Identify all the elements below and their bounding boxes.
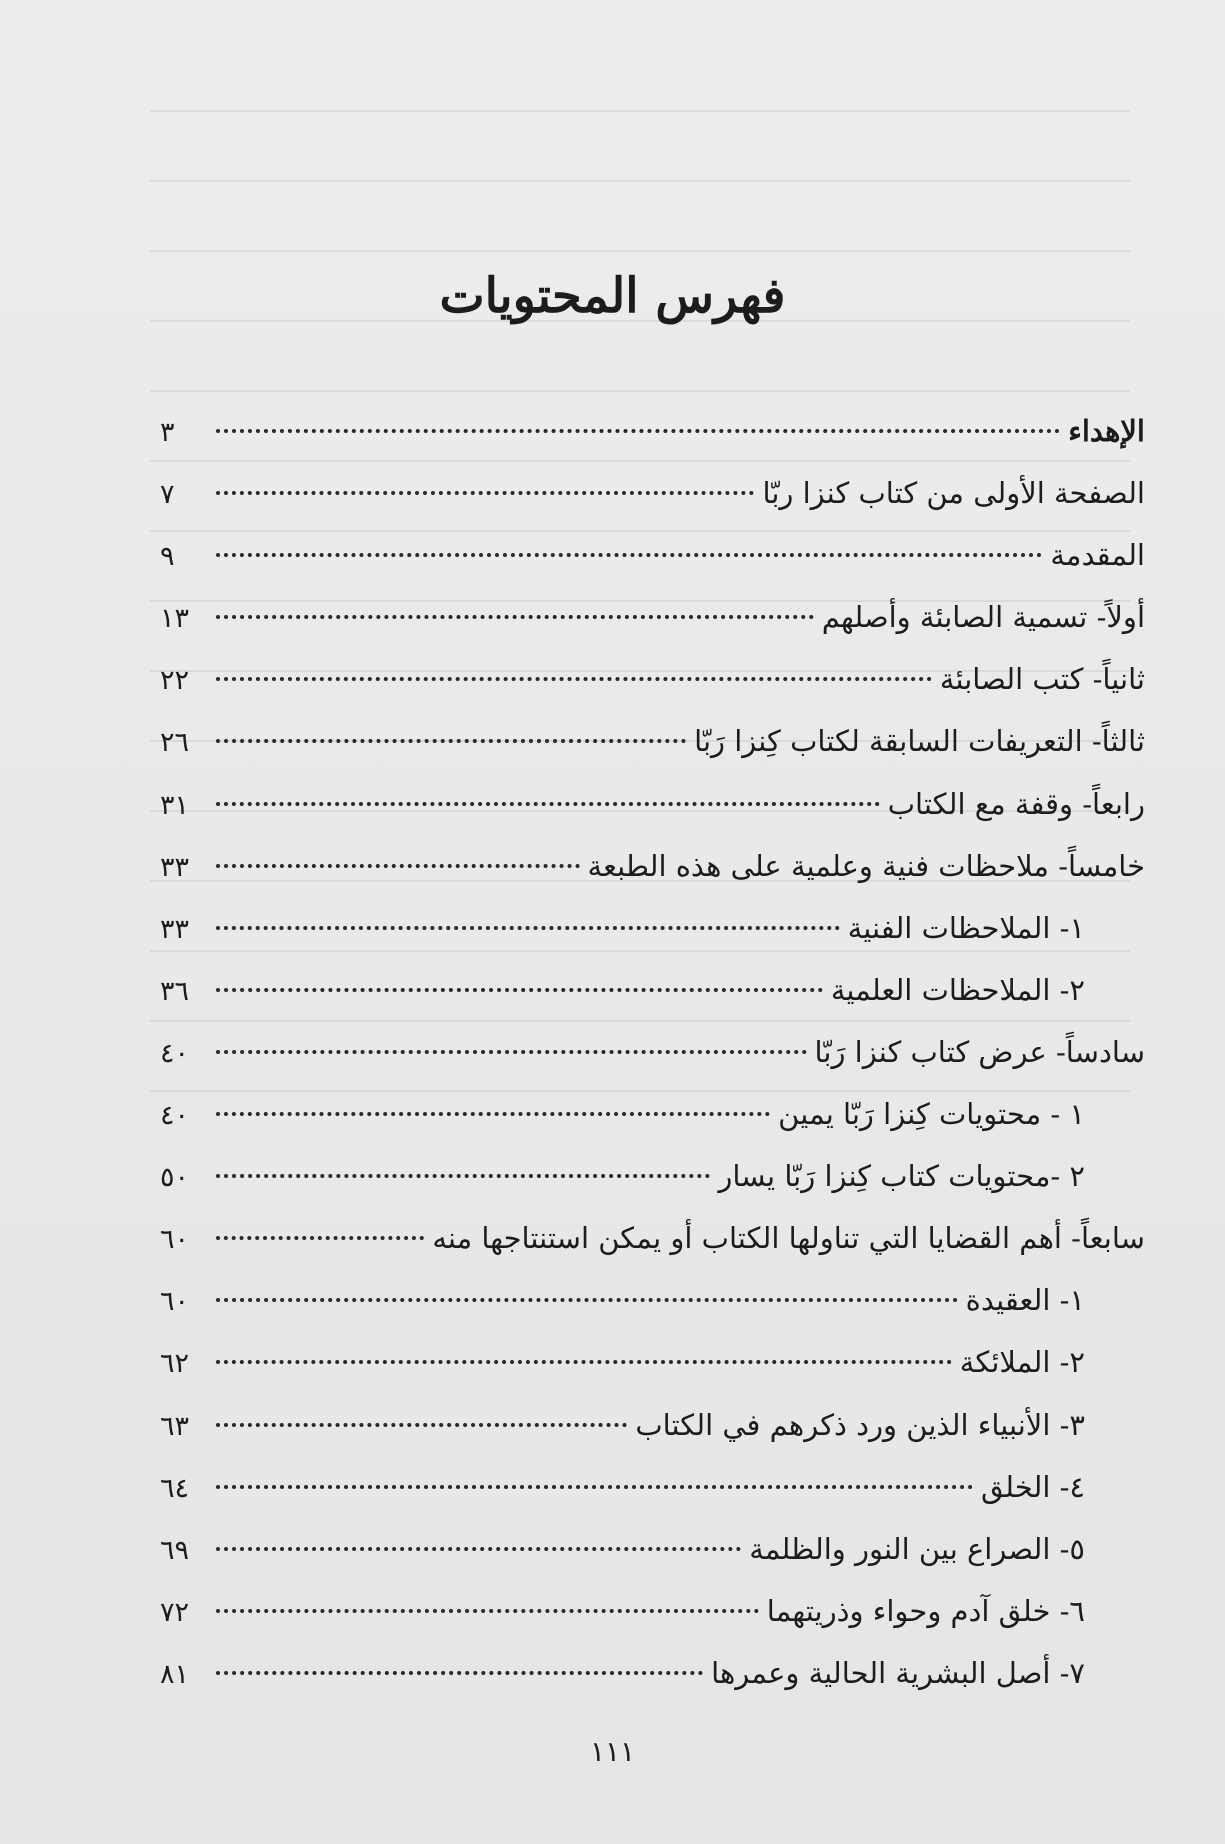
toc-entry-page: ٣١ [160, 789, 190, 821]
toc-entry [160, 462, 1145, 524]
toc-entry-title: المقدمة [1050, 538, 1145, 573]
dot-leader [216, 677, 932, 681]
toc-entry-page: ٣٣ [160, 851, 190, 883]
toc-entry-title: ثالثاً- التعريفات السابقة لكتاب كِنزا رَبّا [694, 724, 1145, 759]
toc-entry-page: ٧٢ [160, 1596, 190, 1628]
toc-entry [160, 1642, 1145, 1704]
toc-entry [160, 1518, 1145, 1580]
toc-entry [160, 1580, 1145, 1642]
dot-leader [216, 491, 754, 495]
page-number: ١١١ [589, 1735, 636, 1768]
toc-entry-page: ١٣ [160, 603, 190, 635]
toc-entry-title: ٧- أصل البشرية الحالية وعمرها [711, 1655, 1085, 1690]
dot-leader [216, 864, 580, 868]
dot-leader [216, 1174, 710, 1178]
toc-entry [160, 1021, 1145, 1083]
toc-entry-page: ٤٠ [160, 1100, 190, 1132]
toc-entry [160, 897, 1145, 959]
toc-entry-title: ٢- الملاحظات العلمية [830, 972, 1085, 1007]
toc-entry-page: ٤٠ [160, 1037, 190, 1069]
dot-leader [216, 1298, 958, 1302]
toc-entry-title: ٣- الأنبياء الذين ورد ذكرهم في الكتاب [635, 1407, 1085, 1442]
toc-entry-title: ٢ -محتويات كتاب كِنزا رَبّا يسار [718, 1159, 1085, 1194]
dot-leader [216, 1050, 807, 1054]
toc-entry-page: ٦٣ [160, 1410, 190, 1442]
toc-entry-title: الصفحة الأولى من كتاب كنزا ربّا [762, 476, 1145, 511]
toc-entry [160, 1083, 1145, 1145]
toc-entry [160, 773, 1145, 835]
toc-entry-title: ١- الملاحظات الفنية [847, 910, 1085, 945]
toc-entry-title: ٤- الخلق [981, 1469, 1085, 1504]
dot-leader [216, 1112, 770, 1116]
toc-entry-title: ١- العقيدة [965, 1283, 1085, 1318]
toc-entry-title: ٥- الصراع بين النور والظلمة [749, 1531, 1085, 1566]
toc-entry [160, 1331, 1145, 1393]
dot-leader [216, 1423, 627, 1427]
toc-entry [160, 400, 1145, 462]
toc-entry-title: ٢- الملائكة [959, 1345, 1085, 1380]
dot-leader [216, 1360, 952, 1364]
toc-entry-page: ٣٣ [160, 913, 190, 945]
toc-entry [160, 1145, 1145, 1207]
toc-entry-page: ٣٦ [160, 975, 190, 1007]
toc-entry-page: ٦٠ [160, 1224, 190, 1256]
toc-entry-page: ٢٦ [160, 727, 190, 759]
page-title: فهرس المحتويات [439, 268, 786, 324]
toc-entry-title: ثانياً- كتب الصابئة [939, 662, 1145, 697]
toc-entry-page: ٢٢ [160, 665, 190, 697]
toc-entry-title: ٦- خلق آدم وحواء وذريتهما [766, 1593, 1085, 1628]
toc-entry-title: سابعاً- أهم القضايا التي تناولها الكتاب أو يمكن استنتاجها منه [432, 1221, 1145, 1256]
toc-entry [160, 1456, 1145, 1518]
dot-leader [216, 1485, 973, 1489]
toc-entry-title: الإهداء [1068, 414, 1145, 448]
toc-entry [160, 959, 1145, 1021]
toc-entry-title: خامساً- ملاحظات فنية وعلمية على هذه الطبعة [587, 848, 1145, 883]
toc-entry-page: ٨١ [160, 1658, 190, 1690]
toc-entry [160, 1207, 1145, 1269]
dot-leader [216, 802, 880, 806]
dot-leader [216, 988, 823, 992]
dot-leader [216, 1671, 703, 1675]
toc-entry-title: رابعاً- وقفة مع الكتاب [887, 786, 1145, 821]
dot-leader [216, 1236, 424, 1240]
toc-entry [160, 710, 1145, 772]
toc-entry-page: ٦٩ [160, 1534, 190, 1566]
toc-entry-page: ٦٠ [160, 1286, 190, 1318]
toc-entry-page: ٥٠ [160, 1162, 190, 1194]
dot-leader [216, 1609, 759, 1613]
dot-leader [216, 1547, 741, 1551]
toc-entry-page: ٩ [160, 541, 175, 573]
dot-leader [216, 739, 686, 743]
toc-entry [160, 524, 1145, 586]
dot-leader [216, 926, 840, 930]
table-of-contents [160, 400, 1145, 1704]
toc-entry-page: ٧ [160, 479, 175, 511]
toc-entry-title: سادساً- عرض كتاب كنزا رَبّا [814, 1034, 1145, 1069]
toc-entry [160, 835, 1145, 897]
toc-entry-title: أولاً- تسمية الصابئة وأصلهم [821, 600, 1145, 635]
toc-entry [160, 648, 1145, 710]
dot-leader [216, 553, 1042, 557]
toc-entry [160, 1269, 1145, 1331]
toc-entry [160, 586, 1145, 648]
dot-leader [216, 615, 814, 619]
dot-leader [216, 429, 1060, 433]
toc-entry [160, 1394, 1145, 1456]
toc-entry-page: ٦٤ [160, 1472, 190, 1504]
toc-entry-title: ١ - محتويات كِنزا رَبّا يمين [778, 1097, 1085, 1132]
toc-entry-page: ٣ [160, 417, 175, 448]
toc-entry-page: ٦٢ [160, 1348, 190, 1380]
